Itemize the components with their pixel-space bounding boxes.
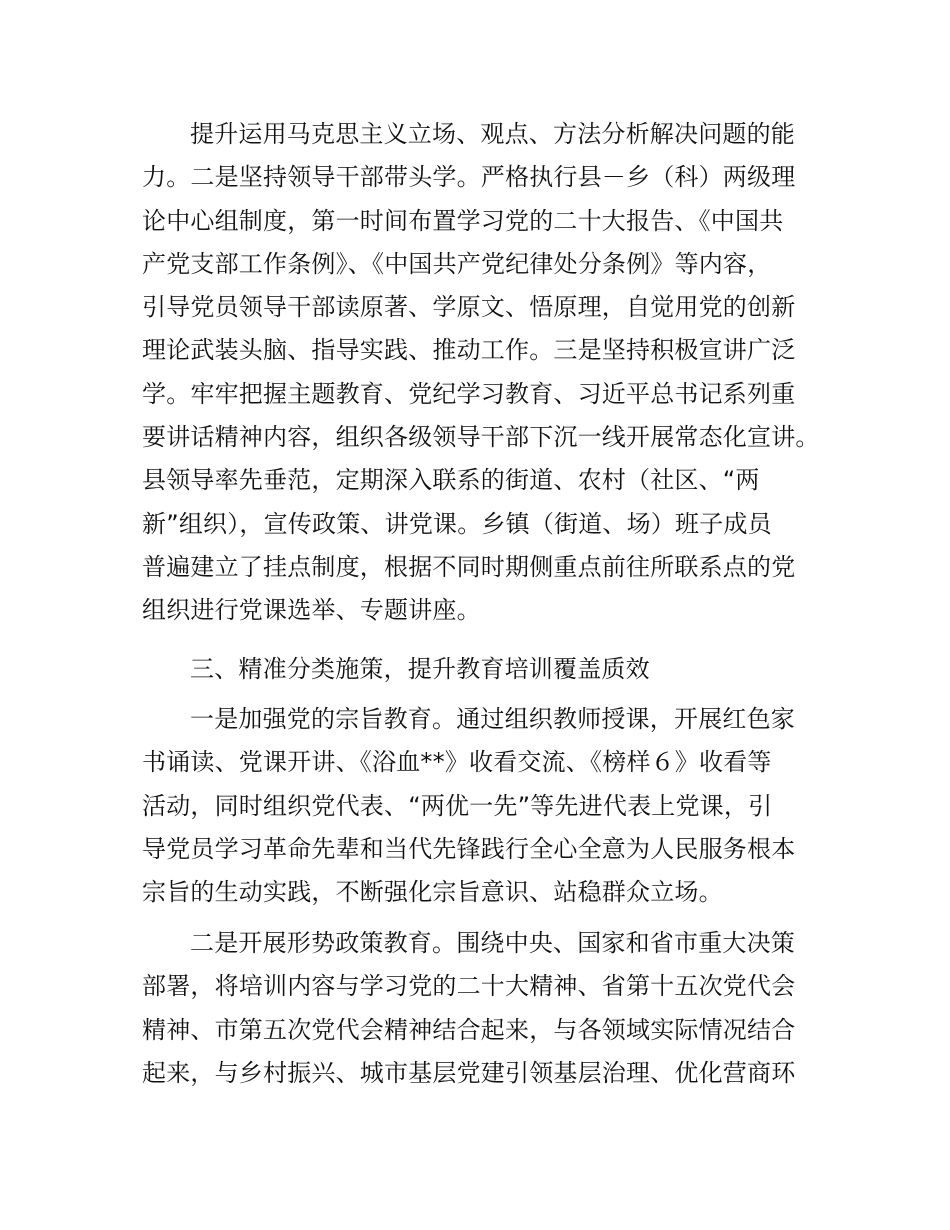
text-line: 精神、市第五次党代会精神结合起来，与各领域实际情况结合: [142, 1015, 796, 1044]
text-line: 学。牢牢把握主题教育、党纪学习教育、习近平总书记系列重: [142, 379, 796, 408]
paragraph-policy-education: [142, 922, 814, 1095]
text-line: 宗旨的生动实践，不断强化宗旨意识、站稳群众立场。: [142, 878, 723, 907]
text-line: 理论武装头脑、指导实践、推动工作。三是坚持积极宣讲广泛: [142, 336, 796, 365]
text-line: 导党员学习革命先辈和当代先锋践行全心全意为人民服务根本: [142, 834, 796, 863]
text-line: 论中心组制度，第一时间布置学习党的二十大报告、《中国共: [142, 206, 784, 235]
text-line: 引导党员领导干部读原著、学原文、悟原理，自觉用党的创新: [142, 293, 796, 322]
text-line: 组织进行党课选举、专题讲座。: [142, 596, 481, 625]
text-line: 县领导率先垂范，定期深入联系的街道、农村（社区、“两: [142, 466, 760, 495]
text-line: 活动，同时组织党代表、“两优一先”等先进代表上党课，引: [142, 791, 773, 820]
text-line: 产党支部工作条例》、《中国共产党纪律处分条例》等内容，: [142, 249, 772, 278]
text-line: 部署，将培训内容与学习党的二十大精神、省第十五次党代会: [142, 972, 796, 1001]
text-line: 提升运用马克思主义立场、观点、方法分析解决问题的能: [190, 120, 795, 148]
paragraph-purpose-education: [142, 698, 814, 914]
section-heading: 三、精准分类施策，提升教育培训覆盖质效: [190, 655, 650, 683]
paragraph-party-study: [142, 113, 820, 633]
text-line: 二是开展形势政策教育。围绕中央、国家和省市重大决策: [190, 929, 795, 957]
section-heading-block: [142, 648, 814, 691]
text-line: 一是加强党的宗旨教育。通过组织教师授课，开展红色家: [190, 705, 795, 733]
text-line: 新”组织），宣传政策、讲党课。乡镇（街道、场）班子成员: [142, 509, 772, 538]
text-line: 起来，与乡村振兴、城市基层党建引领基层治理、优化营商环: [142, 1058, 796, 1087]
text-line: 力。二是坚持领导干部带头学。严格执行县－乡（科）两级理: [142, 163, 796, 192]
text-line: 书诵读、党课开讲、《浴血**》收看交流、《榜样６》收看等: [142, 748, 772, 777]
text-line: 要讲话精神内容，组织各级领导干部下沉一线开展常态化宣讲。: [142, 423, 820, 452]
text-line: 普遍建立了挂点制度，根据不同时期侧重点前往所联系点的党: [142, 552, 796, 581]
